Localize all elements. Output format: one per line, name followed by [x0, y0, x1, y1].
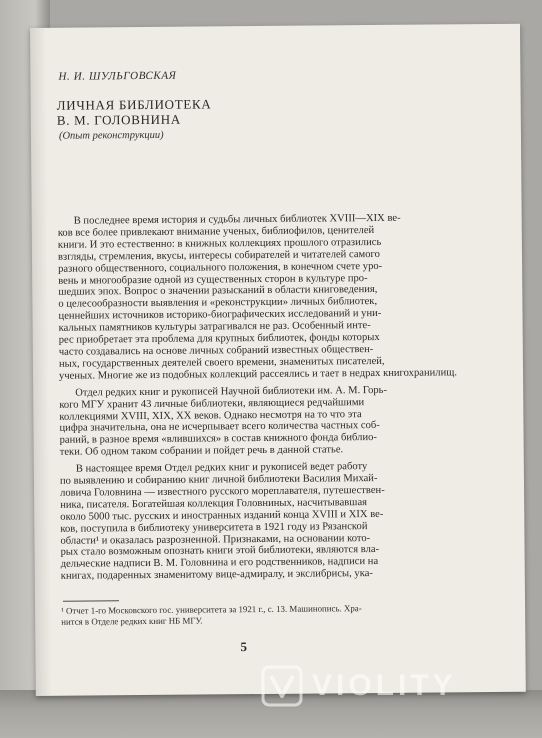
text-line: рых стало возможным опознать книги этой библиотеки, являются вла-	[60, 544, 380, 559]
paragraph	[59, 384, 480, 459]
text-line: по выявлению и собиранию книг личной библиотеки Василия Михай-	[59, 473, 378, 487]
text-line: рес приобретает эта проблема для крупных библиотек, фонды которых	[58, 332, 380, 346]
footnote-line: нится в Отделе редких книг НБ МГУ.	[61, 615, 203, 627]
text-line: дельческие надписи В. М. Головнина и его родственников, надписи на	[60, 556, 379, 571]
text-line: цифра значительна, она не исчерпывает всего количества частных соб-	[59, 420, 380, 435]
title-line: ЛИЧНАЯ БИБЛИОТЕКА	[56, 96, 212, 113]
text-line: В последнее время история и судьбы личных библиотек XVIII—XIX ве-	[73, 212, 401, 227]
title-line: В. М. ГОЛОВНИНА	[56, 111, 181, 128]
watermark-text: VIOLITY	[312, 669, 457, 702]
text-line: раний, в разное время «влившихся» в состав книжного фонда библио-	[59, 432, 377, 447]
text-line: Отдел редких книг и рукописей Научной библиотеки им. А. М. Горь-	[75, 384, 388, 399]
article-subtitle: (Опыт реконструкции)	[58, 129, 164, 142]
book-page	[30, 24, 526, 696]
text-line: шедших эпох. Вопрос о значении разысканий в области книговедения,	[58, 284, 378, 299]
text-line: вень и многообразие одной из существенных сторон в культуре про-	[58, 272, 368, 287]
author-name: Н. И. ШУЛЬГОВСКАЯ	[58, 69, 177, 83]
text-line: ученых. Многие же из подобных коллекций рассеялись и тает в недрах книгохранилищ.	[58, 367, 458, 382]
text-line: кого МГУ хранит 43 личные библиотеки, являющиеся редчайшими	[59, 396, 365, 411]
footnote-rule	[63, 600, 119, 601]
text-line: ных, государственных деятелей своего времени, знаменитых писателей,	[58, 355, 385, 370]
text-line: теки. Об одном таком собрании и пойдет речь в данной статье.	[59, 444, 344, 458]
text-line: ков, поступила в библиотеку университета в 1921 году из Рязанской	[60, 520, 368, 535]
paragraph	[58, 212, 479, 382]
text-line: книги. И это естественно: в книжных коллекциях прошлого отразились	[57, 236, 382, 251]
article-title	[57, 95, 357, 128]
violity-logo-icon	[260, 664, 304, 708]
text-line: ков все более привлекают внимание ученых, библиофилов, ценителей	[57, 224, 375, 239]
paragraph	[60, 460, 481, 583]
text-line: области¹ и оказалась разрозненной. Признаками, на основании кото-	[60, 532, 371, 547]
text-line: В настоящее время Отдел редких книг и рукописей ведет работу	[75, 461, 368, 475]
text-line: часто создавались на основе личных собраний известных обществен-	[58, 343, 374, 358]
text-line: ловича Головнина — известного русского мореплавателя, путешествен-	[60, 484, 385, 499]
article-body	[58, 212, 481, 583]
text-line: кальных памятников культуры затрагивался не раз. Особенный инте-	[58, 320, 371, 334]
page-number: 5	[240, 639, 247, 655]
text-line: разного общественного, социального положения, в конечном счете уро-	[58, 260, 383, 275]
text-line: книгах, подаренных знаменитому вице-адмиралу, и экслибрисы, ука-	[60, 568, 373, 583]
footnote-line: ¹ Отчет 1-го Московского гос. университета за 1921 г., с. 13. Машинопись. Хра-	[61, 603, 362, 616]
text-line: ценнейших источников историко-биографических исследований и уни-	[58, 308, 382, 323]
text-line: о целесообразности выявления и «реконструкции» личных библиотек,	[58, 296, 378, 311]
text-line: ника, писателя. Богатейшая коллекция Головниных, насчитывавшая	[60, 496, 368, 511]
text-line: около 5000 тыс. русских и иностранных изданий конца XVIII и XIX ве-	[60, 508, 384, 523]
footnote	[61, 602, 481, 628]
watermark	[260, 664, 457, 708]
text-line: коллекциями XVIII, XIX, XX веков. Однако несмотря на то что эта	[59, 408, 362, 423]
text-line: взгляды, стремления, вкусы, интересы собирателей и читателей самого	[57, 248, 380, 263]
